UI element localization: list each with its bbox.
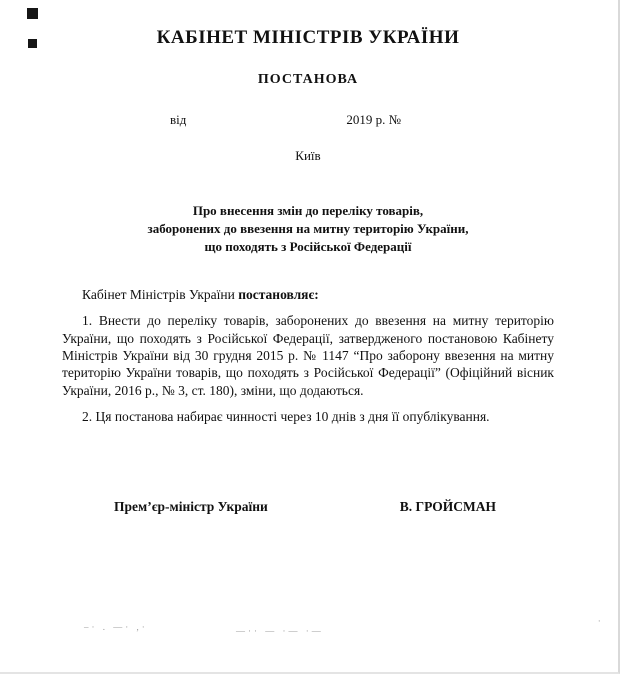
preamble [62,287,554,304]
city-label: Київ [295,148,321,163]
date-line [62,112,554,128]
organization-title: КАБІНЕТ МІНІСТРІВ УКРАЇНИ [156,27,460,48]
date-prefix-label: від [170,112,187,127]
signatory-position: Прем’єр-міністр України [114,499,268,515]
preamble-text: Кабінет Міністрів України [82,286,239,302]
scan-artifact-square-top [27,8,38,19]
scan-smudge-left: –· . —· ,· [84,622,148,632]
document-type-heading: ПОСТАНОВА [257,72,359,87]
resolution-title-line-2: заборонених до ввезення на митну територію України, [147,221,469,237]
signature-block [62,499,554,515]
paragraph-2: 2. Ця постанова набирає чинності через 10 днів з дня її опублікування. [82,408,490,424]
scan-smudge-right: · [598,616,604,626]
resolution-title-line-1: Про внесення змін до переліку товарів, [192,203,424,218]
resolution-title [62,202,554,257]
document-content [62,0,554,515]
signatory-name: В. ГРОЙСМАН [399,499,496,515]
scan-smudge-center: —·· — ·— ·— [236,626,324,636]
paragraph-1: 1. Внести до переліку товарів, заборонених до ввезення на митну територію України, що походять з Російської Федерації, затвердженого постановою Кабінету Міністрів України від 30 грудня 2015 р. № 1147 “Про заборону ввезення на митну територію України товарів, що походять з Російської Федерації” (Офіційний вісник України, 2016 р., № 3, ст. 180), зміни, що додаються. [62,313,554,398]
scan-artifact-square-bottom [28,39,37,48]
date-year-number-label: 2019 р. № [346,112,402,127]
resolution-title-line-3: що походять з Російської Федерації [204,239,412,255]
preamble-bold-text: постановляє: [238,286,319,302]
